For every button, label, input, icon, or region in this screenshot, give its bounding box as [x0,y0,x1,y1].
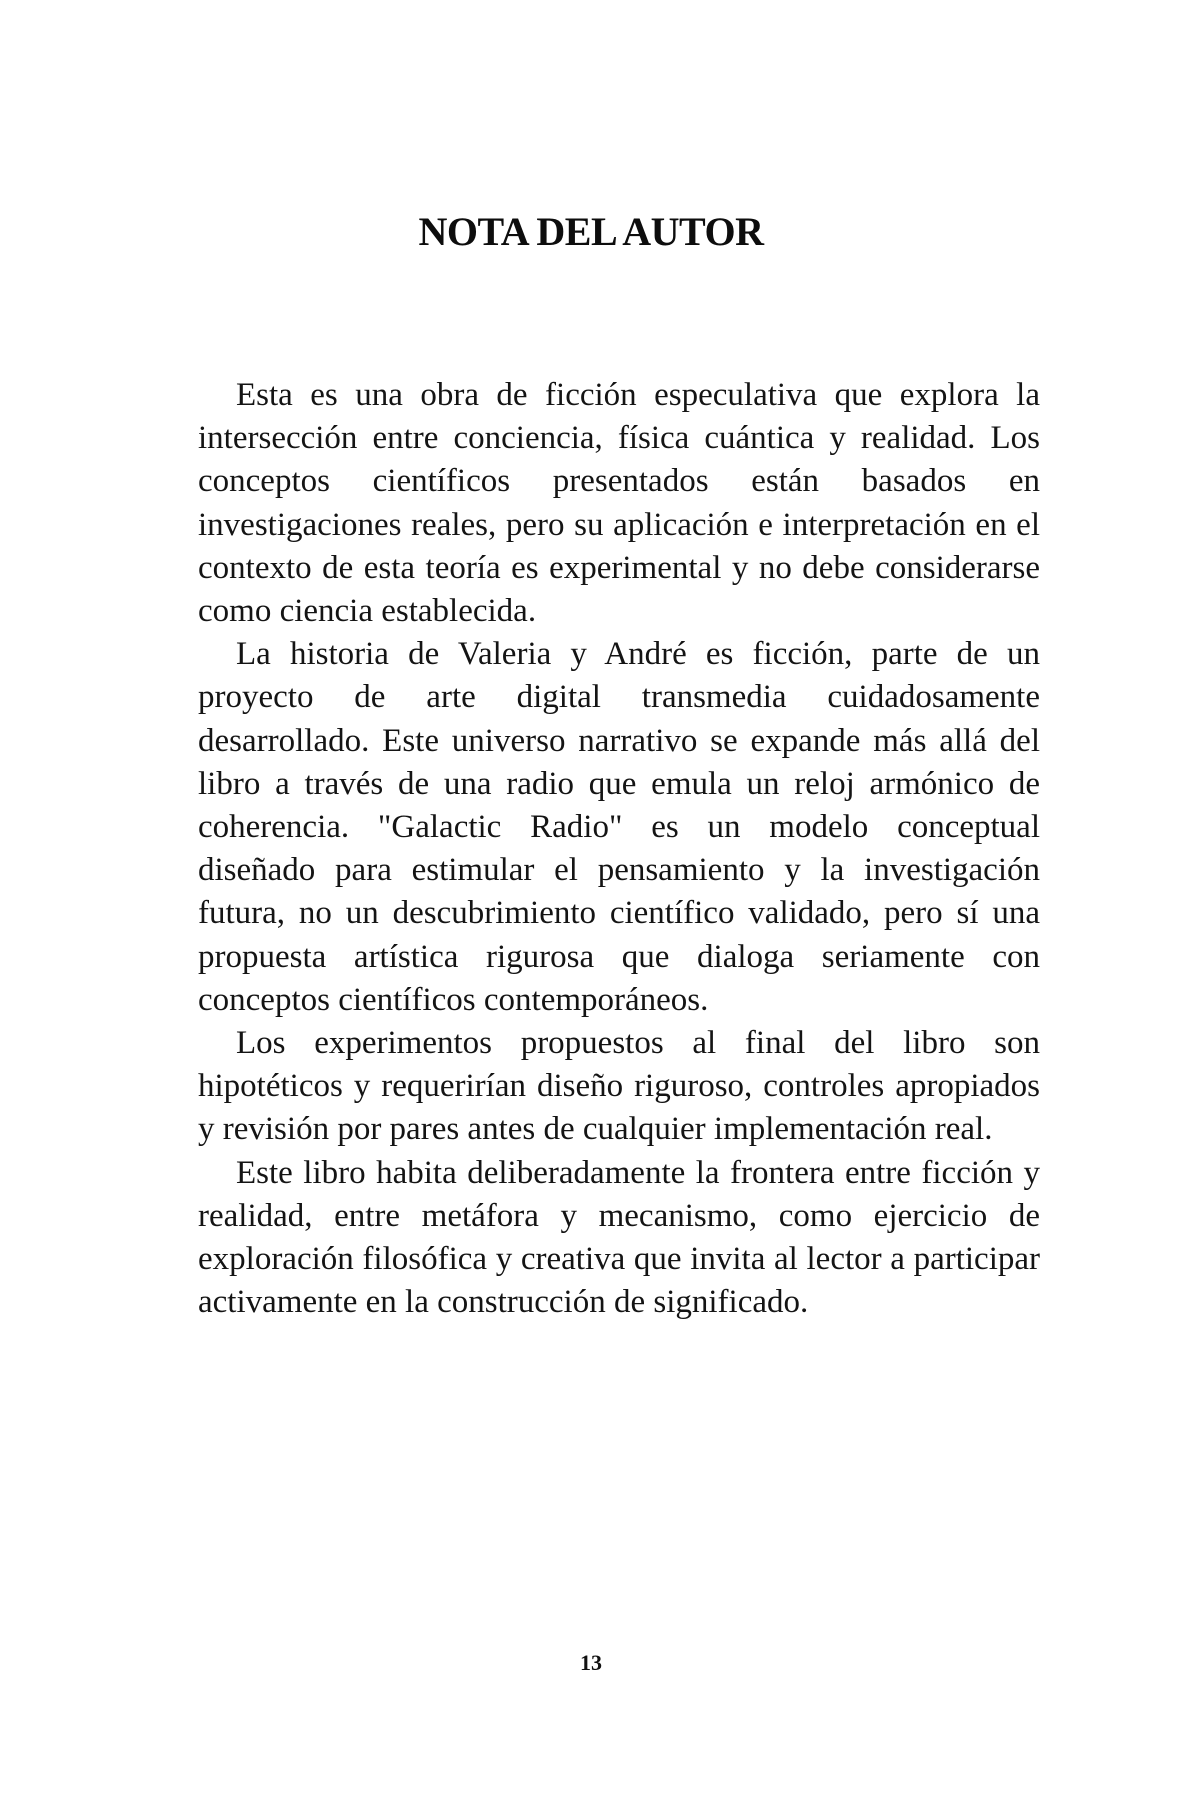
paragraph: Este libro habita deliberadamente la frontera entre ficción y realidad, entre metáfora y mecanismo, como ejercicio de exploración filosófica y creativa que invita al lector a participar activamente en la construcción de significado. [198,1154,1040,1321]
paragraph: Los experimentos propuestos al final del libro son hipotéticos y requerirían diseño riguroso, controles apropiados y revisión por pares antes de cualquier implementación real. [198,1025,1040,1148]
page-title: NOTA DEL AUTOR [418,209,764,254]
body-text [198,374,1040,1324]
page-number: 13 [580,1650,602,1675]
paragraph: La historia de Valeria y André es ficción, parte de un proyecto de arte digital transmedia cuidadosamente desarrollado. Este universo narrativo se expande más allá del libro a través de una radio que emula un reloj armónico de coherencia. "Galactic Radio" es un modelo conceptual diseñado para estimular el pensamiento y la investigación futura, no un descubrimiento científico validado, pero sí una propuesta artística rigurosa que dialoga seriamente con conceptos científicos contemporáneos. [198,636,1040,1018]
paragraph: Esta es una obra de ficción especulativa que explora la intersección entre conciencia, física cuántica y realidad. Los conceptos científicos presentados están basados en investigaciones reales, pero su aplicación e interpretación en el contexto de esta teoría es experimental y no debe considerarse como ciencia establecida. [198,377,1040,630]
